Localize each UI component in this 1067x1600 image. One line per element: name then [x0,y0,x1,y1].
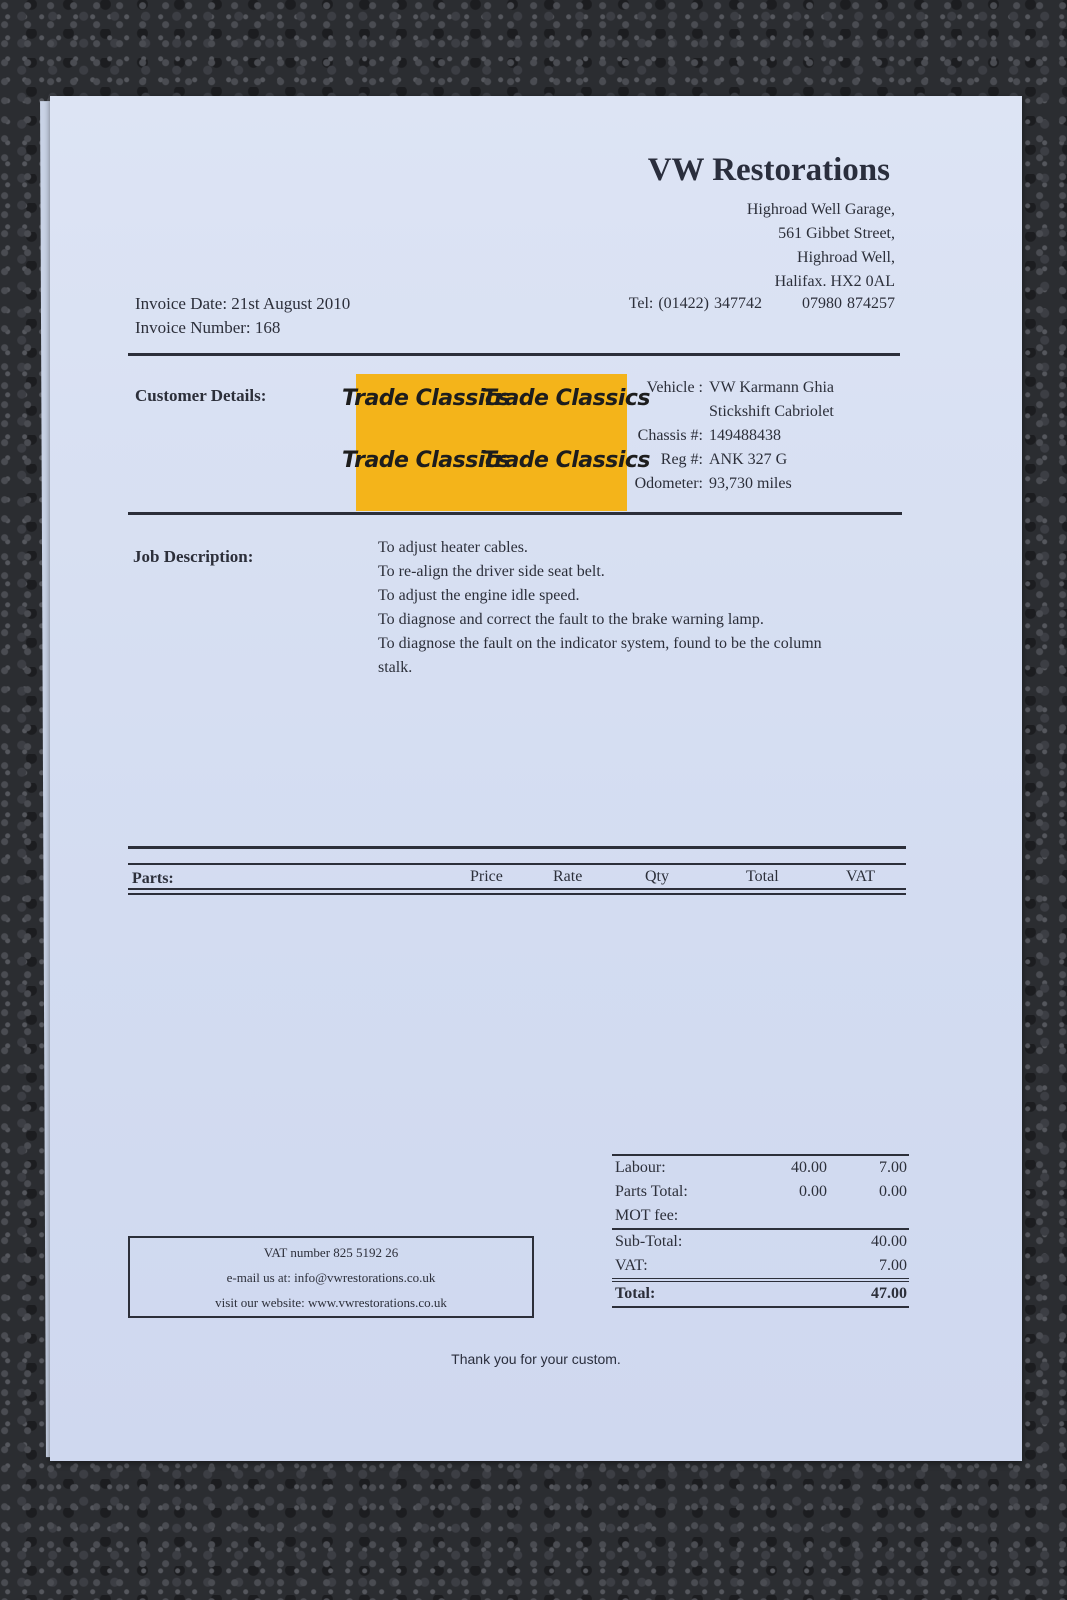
parts-total-row: Parts Total: 0.00 0.00 [615,1183,907,1200]
vehicle-details [620,376,834,496]
company-phone [629,295,895,313]
invoice-document [50,96,1022,1461]
grand-total-row: Total: 47.00 [612,1278,909,1308]
parts-table-header [130,868,906,890]
mobile-number: 07980 874257 [802,295,895,312]
divider [128,512,902,515]
vehicle-row: Reg #: ANK 327 G [660,451,788,468]
invoice-number: Invoice Number: 168 [135,318,281,337]
job-line: To adjust heater cables. [378,539,528,556]
divider [128,846,906,849]
email-address: e-mail us at: info@vwrestorations.co.uk [226,1270,436,1285]
redaction-logo-row: Trade ClassicsTrade Classics [342,448,651,473]
parts-header-line [128,893,906,895]
job-description-label: Job Description: [133,547,254,566]
job-description-list [378,536,918,680]
job-line: To diagnose the fault on the indicator system, found to be the column [378,635,822,652]
parts-header-top-line [128,863,906,865]
job-line: To re-align the driver side seat belt. [378,563,605,580]
parts-header-line [128,888,906,890]
website-address: visit our website: www.vwrestorations.co.uk [215,1295,447,1310]
parts-label: Parts: [132,870,174,887]
labour-row: Labour: 40.00 7.00 [615,1159,907,1176]
redaction-logo-row: Trade ClassicsTrade Classics [342,386,651,411]
invoice-date: Invoice Date: 21st August 2010 [135,294,351,313]
thank-you-note: Thank you for your custom. [451,1351,621,1367]
customer-details-label: Customer Details: [135,386,267,405]
job-line: stalk. [378,659,413,676]
company-info-box [128,1236,534,1318]
address-line: 561 Gibbet Street, [778,225,895,242]
mot-fee-row: MOT fee: [615,1207,679,1224]
address-line: Highroad Well, [797,249,895,266]
divider [128,353,900,356]
job-line: To adjust the engine idle speed. [378,587,580,604]
vat-number: VAT number 825 5192 26 [263,1245,399,1260]
company-address [747,198,895,294]
vehicle-row: Stickshift Cabriolet [709,403,834,420]
column-rate: Rate [553,868,583,885]
column-total: Total [746,868,779,885]
column-price: Price [470,868,503,885]
vehicle-row: Chassis #: 149488438 [637,427,781,444]
redaction-logo-block [342,374,651,511]
telephone-number: Tel: (01422) 347742 [628,295,762,312]
vat-row: VAT: 7.00 [615,1257,907,1274]
address-line: Highroad Well Garage, [746,201,895,218]
subtotal-row: Sub-Total: 40.00 [612,1228,909,1254]
column-qty: Qty [645,868,669,885]
address-line: Halifax. HX2 0AL [774,273,895,290]
job-line: To diagnose and correct the fault to the brake warning lamp. [378,611,764,628]
totals-table [612,1156,909,1308]
column-vat: VAT [846,868,876,885]
company-name: VW Restorations [647,152,890,188]
vehicle-row: Odometer: 93,730 miles [634,475,792,492]
vehicle-row: Vehicle : VW Karmann Ghia [646,379,834,396]
invoice-meta [135,292,350,340]
